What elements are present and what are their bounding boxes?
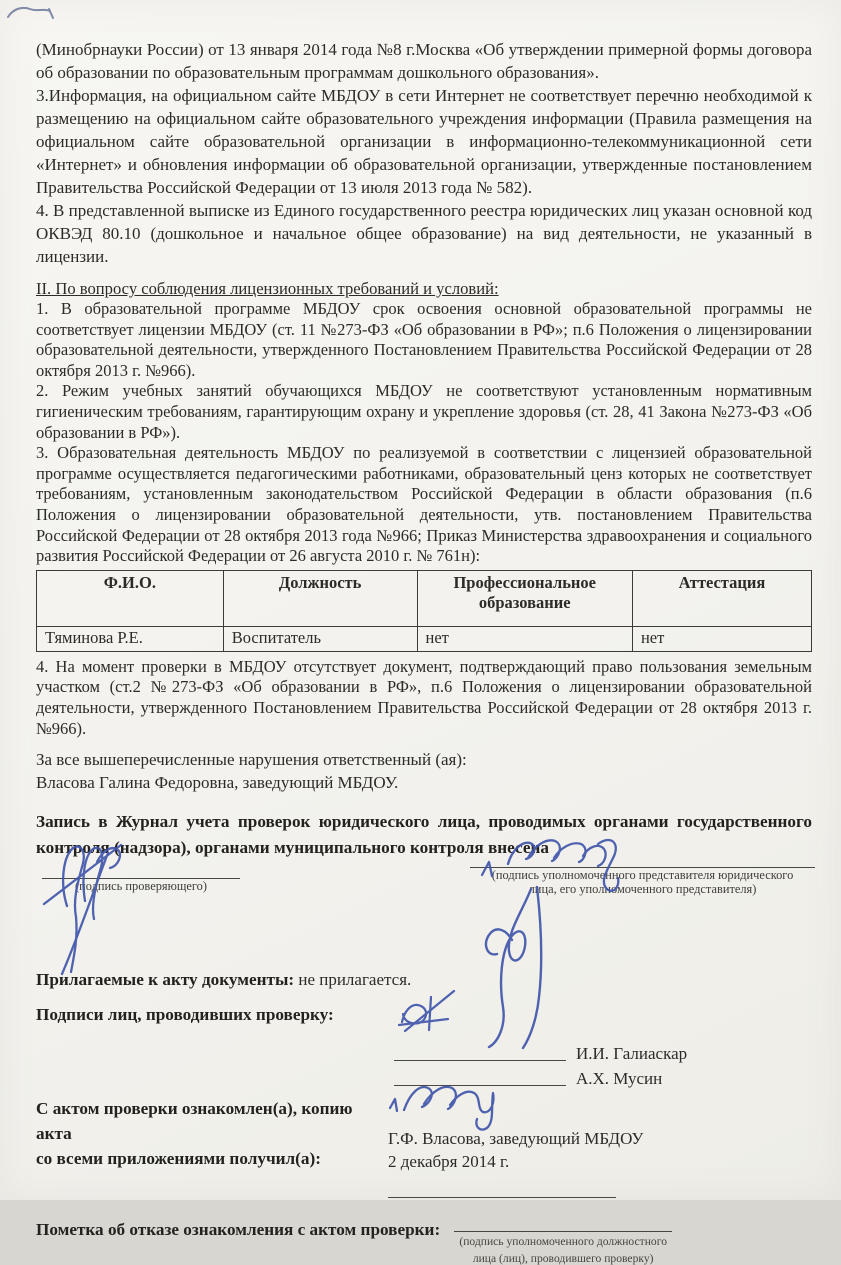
- journal-record-note: Запись в Журнал учета проверок юридического лица, проводимых органами государственного контроля (надзора), органами муниципального контроля внесена: [36, 812, 812, 858]
- staff-table-header-position: Должность: [223, 570, 417, 626]
- staff-cell-attestation: нет: [632, 626, 811, 651]
- refusal-note-block: [36, 1219, 812, 1265]
- acknowledgment-line1: С актом проверки ознакомлен(а), копию акта: [36, 1099, 353, 1144]
- staff-table-row: [37, 626, 812, 651]
- attachments-row: [36, 970, 812, 990]
- section-2-item-3: 3. Образовательная деятельность МБДОУ по реализуемой в соответствии с лицензией образовательной программе осуществляется педагогическими работниками, образовательный ценз которых не соответствует требованиям, установленным законодательством Российской Федерации в области образования (п.6 Положения о лицензировании образовательной деятельности, утв. постановлением Правительства Российской Федерации от 28 октября 2013 года №966; Приказ Министерства здравоохранения и социального развития Российской Федерации от 26 августа 2010 г. № 761н):: [36, 443, 812, 566]
- staff-table-header-education: Профессиональное образование: [417, 570, 632, 626]
- acknowledgment-signature-line: [388, 1197, 616, 1198]
- responsible-block: [36, 749, 812, 794]
- section-2-item-4: 4. На момент проверки в МБДОУ отсутствует документ, подтверждающий право пользования земельным участком (ст.2 №273-ФЗ «Об образовании в РФ», п.6 Положения о лицензировании образовательной деятельности, утвержденного Постановлением Правительства Российской Федерации от 28 октября 2013 г. №966).: [36, 656, 812, 738]
- signatures-heading: Подписи лиц, проводивших проверку:: [36, 1005, 334, 1025]
- refusal-signature-caption-line2: лица (лиц), проводившего проверку): [472, 1251, 654, 1265]
- acknowledgment-statement: [36, 1096, 388, 1198]
- refusal-signature-line: [454, 1219, 672, 1232]
- representative-signature-caption-line1: (подпись уполномоченного представителя юридического: [491, 868, 794, 883]
- attachments-label: Прилагаемые к акту документы:: [36, 970, 295, 990]
- staff-table-header-fio: Ф.И.О.: [37, 570, 224, 626]
- paragraph-preamble: (Минобрнауки России) от 13 января 2014 года №8 г.Москва «Об утверждении примерной формы договора об образовании по образовательным программам дошкольного образования».: [36, 40, 812, 82]
- signer-2-name: А.Х. Мусин: [576, 1069, 663, 1089]
- responsible-person: Власова Галина Федоровна, заведующий МБДОУ.: [36, 772, 399, 792]
- section-2-heading: II. По вопросу соблюдения лицензионных требований и условий:: [36, 279, 499, 298]
- acknowledgment-line2: со всеми приложениями получил(а):: [36, 1149, 321, 1169]
- refusal-note-label: Пометка об отказе ознакомления с актом проверки:: [36, 1220, 441, 1240]
- signer-2-signature-line: [394, 1085, 566, 1086]
- acknowledgment-signatory: [388, 1096, 812, 1198]
- acknowledgment-name: Г.Ф. Власова, заведующий МБДОУ: [388, 1129, 644, 1149]
- corner-pen-mark: [8, 8, 53, 18]
- staff-table: [36, 570, 812, 652]
- inspector-signature-block: [42, 878, 240, 893]
- paragraph-item-4: 4. В представленной выписке из Единого государственного реестра юридических лиц указан основной код ОКВЭД 80.10 (дошкольное и начальное общее образование) на вид деятельности, не указанный в лицензии.: [36, 201, 812, 266]
- refusal-signature-block: [454, 1219, 672, 1265]
- inspector-signature-caption: (подпись проверяющего): [75, 879, 207, 894]
- staff-table-header-row: [37, 570, 812, 626]
- section-2-item-2: 2. Режим учебных занятий обучающихся МБДОУ не соответствуют установленным нормативным гигиеническим требованиям, гарантирующим охрану и укрепление здоровья (ст. 28, 41 Закона №273-ФЗ «Об образовании в РФ»).: [36, 381, 812, 442]
- signer-row-1: [394, 1039, 812, 1064]
- acknowledgment-block: [36, 1096, 812, 1198]
- paragraph-item-3: 3.Информация, на официальном сайте МБДОУ в сети Интернет не соответствует перечню необходимой к размещению на официальном сайте образовательного учреждения информации (Правила размещения на официальном сайте образовательной организации в информационно-телекоммуникационной сети «Интернет» и обновления информации об образовательной организации, утвержденные постановлением Правительства Российской Федерации от 13 июля 2013 года № 582).: [36, 86, 812, 197]
- signer-row-2: [394, 1064, 812, 1089]
- staff-cell-fio: Тяминова Р.Е.: [37, 626, 224, 651]
- refusal-signature-caption-line1: (подпись уполномоченного должностного: [459, 1235, 667, 1249]
- staff-cell-position: Воспитатель: [223, 626, 417, 651]
- signer-1-signature-line: [394, 1060, 566, 1061]
- acknowledgment-date: 2 декабря 2014 г.: [388, 1152, 510, 1172]
- journal-signature-area: [36, 861, 812, 939]
- attachments-value: не прилагается.: [294, 970, 412, 990]
- representative-signature-block: [470, 867, 815, 896]
- representative-signature-caption-line2: лица, его уполномоченного представителя): [528, 882, 757, 897]
- staff-table-header-attestation: Аттестация: [632, 570, 811, 626]
- signers-block: [394, 1039, 812, 1089]
- responsible-intro: За все вышеперечисленные нарушения ответственный (ая):: [36, 750, 467, 770]
- section-2-item-1: 1. В образовательной программе МБДОУ срок освоения основной образовательной программы не соответствует лицензии МБДОУ (ст. 11 №273-ФЗ «Об образовании в РФ»; п.6 Положения о лицензировании образовательной деятельности, утвержденного Постановлением Правительства Российской Федерации от 28 октября 2013 г. №966).: [36, 299, 812, 380]
- signer-1-name: И.И. Галиаскар: [576, 1044, 688, 1064]
- staff-cell-education: нет: [417, 626, 632, 651]
